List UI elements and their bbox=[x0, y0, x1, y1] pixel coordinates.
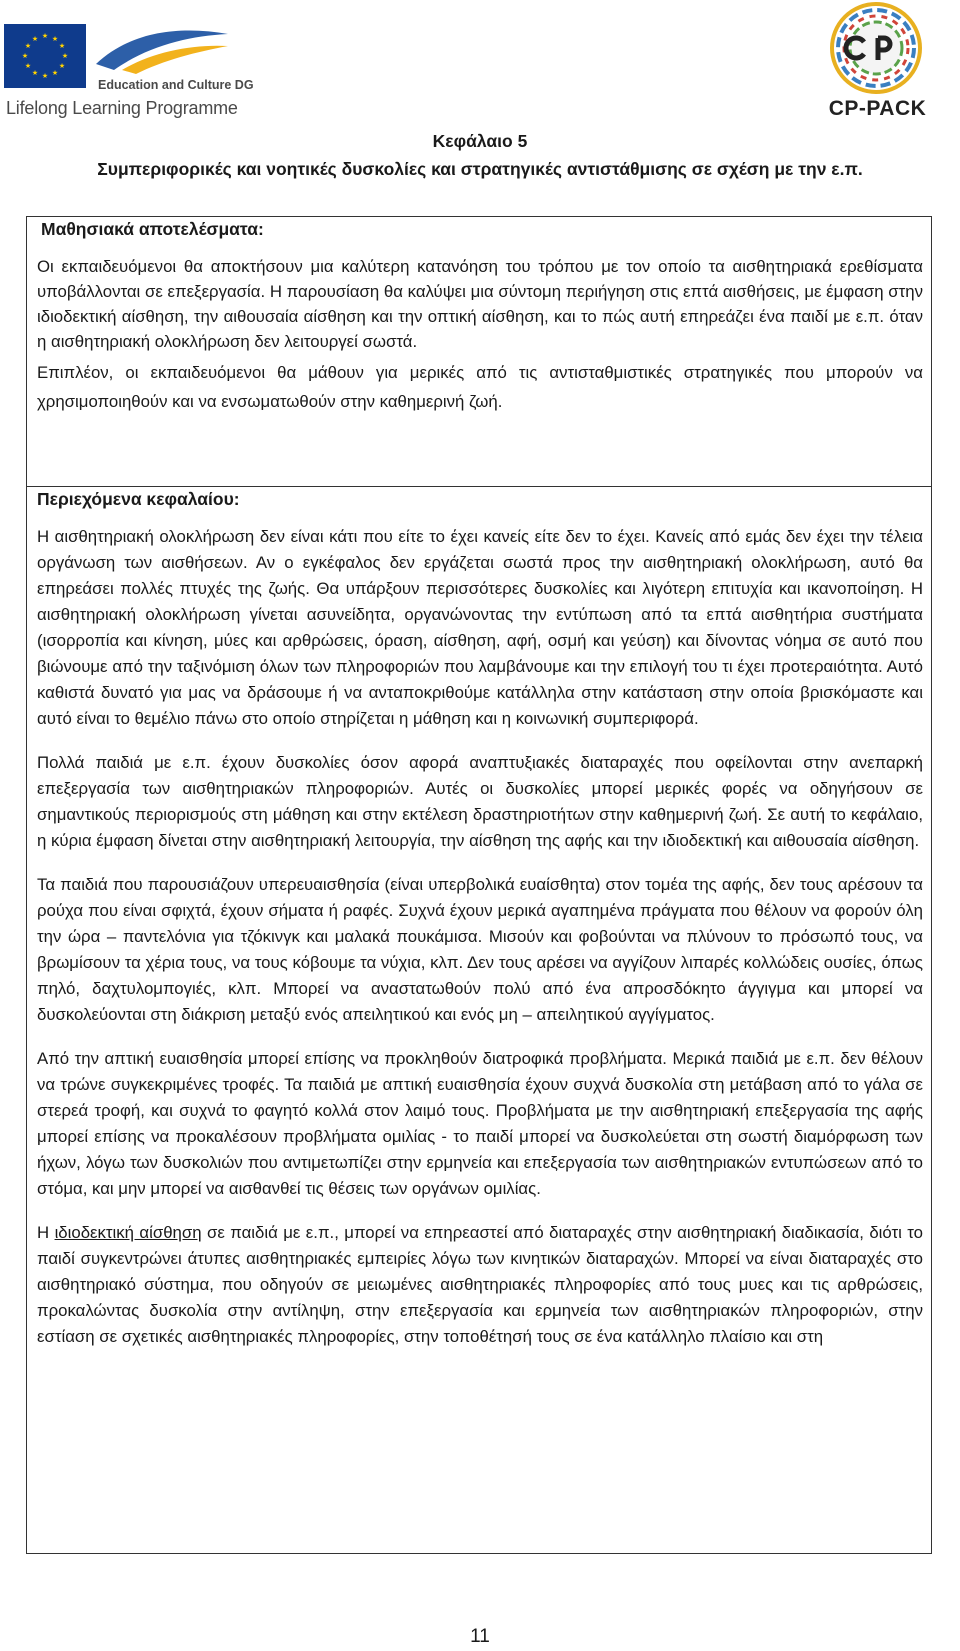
learning-outcomes-heading: Μαθησιακά αποτελέσματα: bbox=[41, 219, 264, 239]
eu-flag-icon bbox=[4, 24, 86, 88]
chapter-title: Κεφάλαιο 5 bbox=[432, 131, 528, 151]
learning-outcomes-paragraph-2: Επιπλέον, οι εκπαιδευόμενοι θα μάθουν για μερικές από τις αντισταθμιστικές στρατηγικές που μπορούν να χρησιμοποιηθούν και να ενσωματωθούν στην καθημερινή ζωή. bbox=[37, 363, 923, 411]
svg-text:★: ★ bbox=[58, 62, 66, 70]
svg-text:★: ★ bbox=[51, 69, 59, 77]
cp-pack-text: CP-PACK bbox=[828, 97, 927, 120]
learning-outcomes-section bbox=[37, 219, 943, 416]
eac-text: Education and Culture DG bbox=[98, 78, 254, 92]
paragraph-5-rest: σε παιδιά με ε.π., μπορεί να επηρεαστεί από διαταραχές στην αισθητηριακή διαδικασία, διότι το παιδί συγκεντρώνει άτυπες αισθητηριακές εμπειρίες λόγω των κινητικών διαταραχών. Μπορεί να είναι διαταραχές στο αισθητηριακό σύστημα, που οδηγούν σε μειωμένες αισθητηριακές πληροφορίες από τους μυες και τις αρθρώσεις, προκαλώντας δυσκολία στην αντίληψη, στην επεξεργασία και ερμηνεία των αισθητηριακών πληροφοριών, στην εστίαση σε σχετικές αισθητηριακές πληροφορίες, στην τοποθέτησή τους σε ένα κατάλληλο πλαίσιο και στη bbox=[37, 1223, 923, 1346]
page-number: 11 bbox=[470, 1626, 490, 1647]
svg-text:★: ★ bbox=[61, 52, 69, 60]
svg-text:★: ★ bbox=[24, 42, 32, 50]
svg-text:★: ★ bbox=[51, 35, 59, 43]
section-divider bbox=[26, 486, 932, 487]
cp-pack-emblem-icon bbox=[830, 2, 922, 94]
svg-text:★: ★ bbox=[21, 52, 29, 60]
lifelong-learning-logo bbox=[4, 20, 254, 120]
svg-text:★: ★ bbox=[31, 69, 39, 77]
education-swoosh-icon bbox=[92, 24, 232, 76]
svg-text:★: ★ bbox=[41, 72, 49, 80]
svg-text:★: ★ bbox=[31, 35, 39, 43]
svg-text:★: ★ bbox=[58, 42, 66, 50]
contents-paragraph-5 bbox=[37, 1220, 923, 1350]
contents-paragraph-2: Πολλά παιδιά με ε.π. έχουν δυσκολίες όσον αφορά αναπτυξιακές διαταραχές που οφείλονται στην ανεπαρκή επεξεργασία των αισθητηριακών πληροφοριών. Αυτές οι δυσκολίες μπορεί μερικές φορές να οδηγήσουν σε σημαντικούς περιορισμούς στη μάθηση και στην εκτέλεση δραστηριοτήτων στην καθημερινή ζωή. Σε αυτή το κεφάλαιο, η κύρια έμφαση δίνεται στην αισθητηριακή λειτουργία, την αίσθηση της αφής και την ιδιοδεκτική και αιθουσαία αίσθηση. bbox=[37, 753, 923, 850]
svg-text:★: ★ bbox=[24, 62, 32, 70]
paragraph-5-start: Η bbox=[37, 1223, 55, 1242]
learning-outcomes-paragraph-1: Οι εκπαιδευόμενοι θα αποκτήσουν μια καλύτερη κατανόηση του τρόπου με τον οποίο τα αισθητηριακά ερεθίσματα υποβάλλονται σε επεξεργασία. Η παρουσίαση θα καλύψει μια σύντομη περιήγηση στις επτά αισθήσεις, με έμφαση στην ιδιοδεκτική αίσθηση, την αιθουσαία αίσθηση και την οπτική αίσθηση, και το πώς αυτή επηρεάζει ένα παιδί με ε.π. όταν η αισθητηριακή ολοκλήρωση δεν λειτουργεί σωστά. bbox=[37, 257, 923, 351]
chapter-contents-heading: Περιεχόμενα κεφαλαίου: bbox=[37, 489, 240, 509]
llp-text: Lifelong Learning Programme bbox=[6, 98, 238, 118]
chapter-contents-section bbox=[37, 489, 943, 1350]
contents-paragraph-1: Η αισθητηριακή ολοκλήρωση δεν είναι κάτι που είτε το έχει κανείς είτε δεν το έχει. Κανείς από εμάς δεν έχει την τέλεια οργάνωση των αισθήσεων. Αν ο εγκέφαλος δεν εργάζεται σωστά προς την αισθητηριακή ολοκλήρωση, αυτό θα επηρεάσει πολλές πτυχές της ζωής. Θα υπάρξουν περισσότερες δυσκολίες και λιγότερη επιτυχία και ικανοποίηση. Η αισθητηριακή ολοκλήρωση γίνεται ασυνείδητα, οργανώνοντας την εντύπωση από τα επτά αισθητήρια συστήματα (ισορροπία και κίνηση, μύες και αρθρώσεις, όραση, αίσθηση, αφή, οσμή και γεύση) και δίνοντας νόημα σε αυτό που βιώνουμε από την ταξινόμιση όλων των πληροφοριών που λαμβάνουμε και την επιλογή του τι έχει προτεραιότητα. Αυτό καθιστά δυνατό για μας να δράσουμε ή να ανταποκριθούμε κατάλληλα στην κατάσταση στην οποία βρισκόμαστε και αυτό είναι το θεμέλιο πάνω στο οποίο στηρίζεται η μάθηση και η κοινωνική συμπεριφορά. bbox=[37, 527, 923, 728]
cp-pack-logo bbox=[820, 2, 935, 122]
contents-paragraph-4: Από την απτική ευαισθησία μπορεί επίσης να προκληθούν διατροφικά προβλήματα. Μερικά παιδιά με ε.π. δεν θέλουν να τρώνε συγκεκριμένες τροφές. Τα παιδιά με απτική ευαισθησία έχουν συχνά δυσκολία στη μετάβαση από το γάλα σε στερεά τροφή, και συχνά το φαγητό κολλά στον λαιμό τους. Προβλήματα με την αισθητηριακή επεξεργασία της αφής μπορεί επίσης να προκαλέσουν προβλήματα ομιλίας - το παιδί μπορεί να δυσκολεύεται στη σωστή διαμόρφωση των ήχων, λόγω των δυσκολιών που αντιμετωπίζει στην ερμηνεία και επεξεργασία των αισθητηριακών εντυπώσεων από το στόμα, και μην μπορεί να αισθανθεί τις θέσεις των οργάνων ομιλίας. bbox=[37, 1049, 923, 1198]
proprioceptive-sense-term: ιδιοδεκτική αίσθηση bbox=[54, 1223, 202, 1242]
svg-text:★: ★ bbox=[41, 32, 49, 40]
contents-paragraph-3: Τα παιδιά που παρουσιάζουν υπερευαισθησία (είναι υπερβολικά ευαίσθητα) στον τομέα της αφής, δεν τους αρέσουν τα ρούχα που είναι σφιχτά, έχουν σήματα ή ραφές. Συχνά έχουν μερικά αγαπημένα πράγματα που θέλουν να φορούν όλη την ώρα – παντελόνια για τζόκινγκ και μαλακά πουκάμισα. Μισούν και φοβούνται να πλύνουν το πρόσωπό τους, να βρωμίσουν τα χέρια τους, να τους κόβουμε τα νύχια, κλπ. Δεν τους αρέσει να αγγίζουν λιπαρές κολλώδεις ουσίες, όπως πηλό, δαχτυλομπογιές, κλπ. Μπορεί να αναστατωθούν πολύ από ένα απροσδόκητο άγγιγμα και μπορεί να δυσκολεύονται στη διάκριση μεταξύ ενός απειλητικού και ενός μη – απειλητικού αγγίγματος. bbox=[37, 875, 923, 1024]
chapter-subtitle: Συμπεριφορικές και νοητικές δυσκολίες και στρατηγικές αντιστάθμισης σε σχέση με την ε.π. bbox=[97, 159, 863, 179]
